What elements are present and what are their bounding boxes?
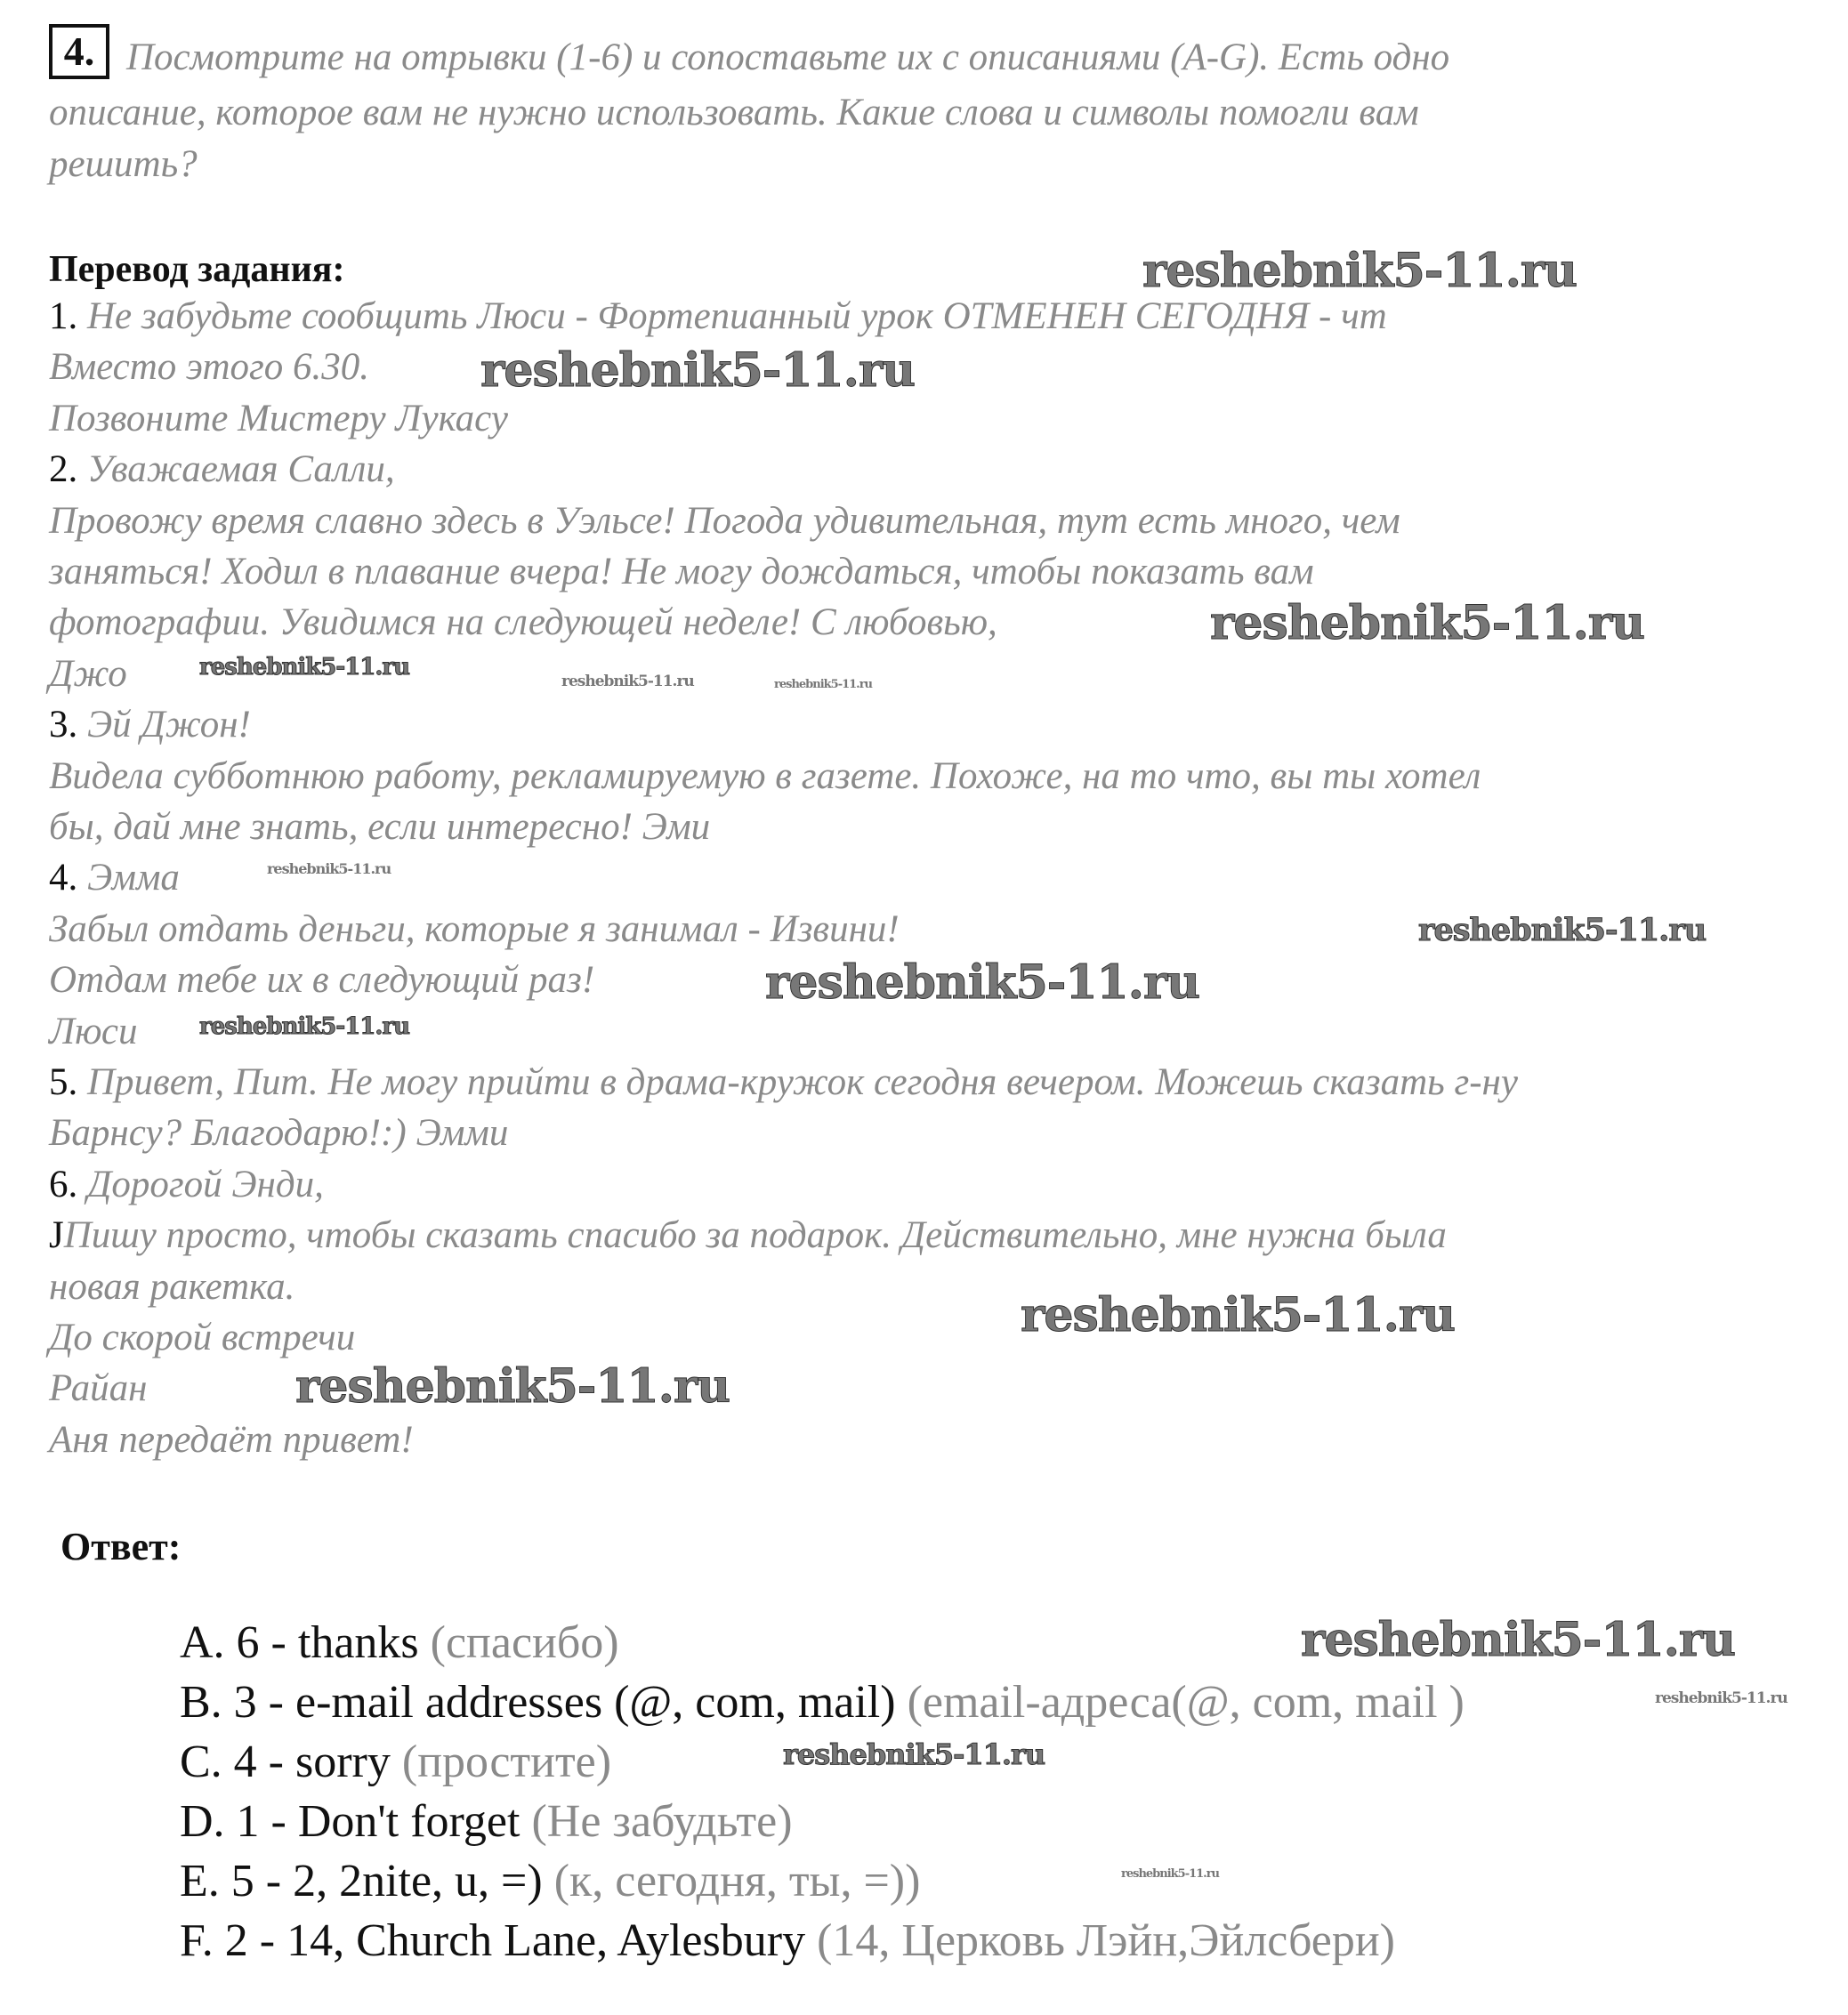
watermark-text: reshebnik5-11.ru	[480, 343, 916, 398]
intro-line: Посмотрите на отрывки (1-6) и сопоставьте их с описаниями (A-G). Есть одно	[126, 36, 1450, 78]
watermark-text: reshebnik5-11.ru	[199, 1013, 410, 1040]
answer-text: A. 6 - thanks	[180, 1617, 431, 1668]
answer-text: F. 2 - 14, Church Lane, Aylesbury	[180, 1915, 818, 1966]
translation-line	[49, 1160, 324, 1210]
answer-translation: (14, Церковь Лэйн,Эйлсбери)	[817, 1915, 1395, 1966]
line-number: 2.	[49, 448, 78, 491]
watermark-text: reshebnik5-11.ru	[295, 1359, 730, 1414]
line-text: Люси	[49, 1010, 138, 1052]
line-text: Эй Джон!	[77, 704, 251, 746]
answer-translation: (простите)	[401, 1737, 612, 1787]
watermark-text: reshebnik5-11.ru	[765, 955, 1200, 1010]
watermark-text: reshebnik5-11.ru	[1301, 1613, 1736, 1667]
line-text: Дорогой Энди,	[77, 1163, 324, 1205]
watermark-text: reshebnik5-11.ru	[1418, 912, 1707, 948]
translation-line	[49, 1007, 137, 1057]
line-text: Аня передаёт привет!	[49, 1418, 414, 1461]
line-text: Позвоните Мистеру Лукасу	[49, 397, 509, 439]
line-text: Привет, Пит. Не могу прийти в драма-кружок сегодня вечером. Можешь сказать г-ну	[77, 1061, 1518, 1103]
watermark-text: reshebnik5-11.ru	[783, 1737, 1045, 1771]
line-text: Видела субботнюю работу, рекламируемую в газете. Похоже, на то что, вы ты хотел	[49, 754, 1481, 797]
answer-heading: Ответ:	[61, 1525, 182, 1568]
translation-heading: Перевод задания:	[49, 249, 345, 290]
answer-item	[180, 1853, 920, 1910]
line-number: 1.	[49, 295, 78, 337]
line-text: Барнсу? Благодарю!:) Эмми	[49, 1112, 509, 1155]
translation-line	[49, 752, 1481, 802]
answer-item	[180, 1913, 1395, 1970]
translation-line	[49, 292, 1387, 342]
translation-line	[49, 1108, 508, 1158]
translation-line	[49, 802, 710, 852]
line-text: Забыл отдать деньги, которые я занимал - Извини!	[49, 907, 900, 950]
line-text: Райан	[49, 1367, 148, 1410]
translation-line	[49, 1262, 295, 1312]
translation-line	[49, 1058, 1518, 1108]
translation-line	[49, 649, 127, 699]
translation-line	[49, 905, 900, 955]
watermark-text: reshebnik5-11.ru	[1021, 1288, 1456, 1342]
line-text: Уважаемая Салли,	[77, 448, 395, 491]
translation-line	[49, 343, 369, 392]
intro-line: описание, которое вам не нужно использовать. Какие слова и символы помогли вам	[49, 92, 1419, 133]
answer-text: E. 5 - 2, 2nite, u, =)	[180, 1856, 554, 1906]
line-text: Пишу просто, чтобы сказать спасибо за подарок. Действительно, мне нужна была	[63, 1214, 1447, 1257]
line-number: 3.	[49, 704, 78, 746]
translation-line	[49, 394, 508, 444]
watermark-text: reshebnik5-11.ru	[1210, 596, 1645, 650]
translation-line	[49, 955, 594, 1005]
line-text: Вместо этого 6.30.	[49, 346, 370, 389]
line-text: заняться! Ходил в плавание вчера! Не могу дождаться, чтобы показать вам	[49, 551, 1314, 592]
line-text: Джо	[49, 652, 127, 695]
translation-line	[49, 1415, 414, 1465]
watermark-text: reshebnik5-11.ru	[1142, 244, 1578, 298]
answer-item	[180, 1615, 619, 1672]
line-number: 6.	[49, 1163, 78, 1205]
line-text: Не забудьте сообщить Люси - Фортепианный урок ОТМЕНЕН СЕГОДНЯ - чт	[77, 295, 1387, 337]
task-number-box: 4.	[49, 24, 109, 79]
answer-translation: (Не забудьте)	[531, 1796, 793, 1847]
line-number: 5.	[49, 1061, 78, 1103]
translation-line	[49, 496, 1400, 546]
answer-item	[180, 1674, 1465, 1731]
line-text: Провожу время славно здесь в Уэльсе! Погода удивительная, тут есть много, чем	[49, 499, 1400, 542]
answer-translation: (спасибо)	[430, 1617, 619, 1668]
line-text: Эмма	[77, 857, 180, 899]
watermark-text: reshebnik5-11.ru	[267, 860, 391, 877]
watermark-text: reshebnik5-11.ru	[561, 673, 694, 690]
line-text: фотографии. Увидимся на следующей неделе! С любовью,	[49, 601, 997, 644]
translation-line	[49, 547, 1314, 597]
translation-line	[49, 1364, 147, 1414]
line-text: бы, дай мне знать, если интересно! Эми	[49, 806, 711, 848]
line-text: Отдам тебе их в следующий раз!	[49, 959, 595, 1002]
line-number: J	[49, 1214, 64, 1257]
watermark-text: reshebnik5-11.ru	[1655, 1689, 1787, 1707]
intro-line: решить?	[49, 143, 198, 185]
line-text: До скорой встречи	[49, 1317, 356, 1358]
translation-line	[49, 700, 251, 750]
translation-line	[49, 445, 395, 495]
watermark-text: reshebnik5-11.ru	[199, 654, 410, 681]
translation-line	[49, 853, 180, 903]
translation-line	[49, 1313, 355, 1363]
answer-translation: (к, сегодня, ты, =))	[553, 1856, 921, 1906]
answer-text: B. 3 - e-mail addresses (@, com, mail)	[180, 1677, 908, 1728]
line-number: 4.	[49, 857, 78, 899]
answer-text: D. 1 - Don't forget	[180, 1796, 532, 1847]
watermark-text: reshebnik5-11.ru	[774, 678, 873, 691]
answer-item	[180, 1793, 793, 1850]
answer-text: C. 4 - sorry	[180, 1737, 402, 1787]
watermark-text: reshebnik5-11.ru	[1121, 1867, 1220, 1881]
translation-line	[49, 598, 997, 648]
answer-item	[180, 1734, 611, 1791]
answer-translation: (email-адреса(@, com, mail )	[907, 1677, 1465, 1728]
translation-line	[49, 1211, 1447, 1261]
line-text: новая ракетка.	[49, 1265, 295, 1308]
